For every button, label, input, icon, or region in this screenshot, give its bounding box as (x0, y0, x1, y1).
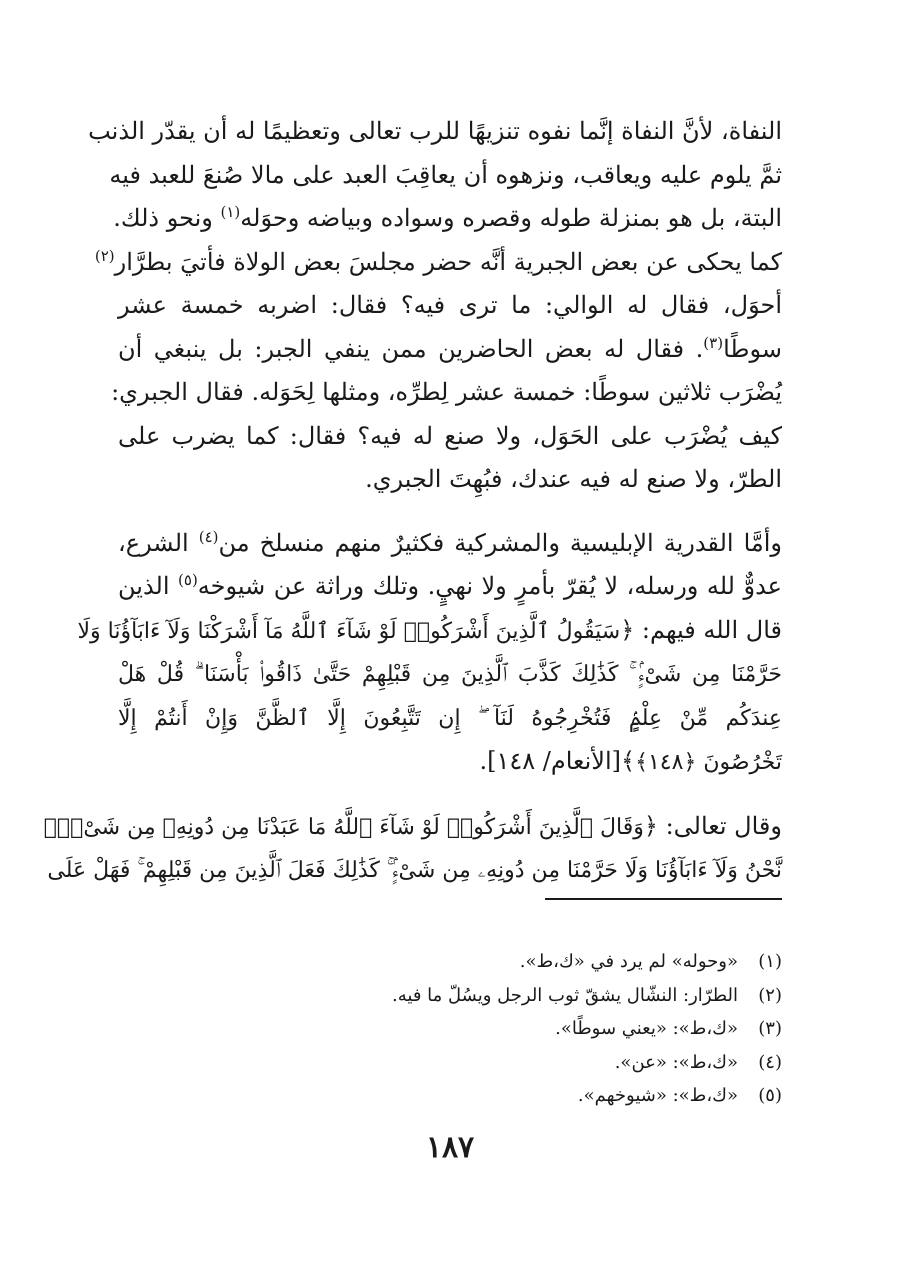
footnote-number: (٤) (758, 1051, 782, 1073)
footnote-marker-3[interactable]: (٣) (703, 333, 724, 352)
footnote-text: «ك،ط»: «يعني سوطًا». (555, 1018, 738, 1039)
text-segment: الشرع، (118, 528, 199, 557)
text-line (94, 241, 782, 285)
footnote-number: (١) (758, 951, 782, 972)
text-line: أحوَل، فقال له الوالي: ما ترى فيه؟ فقال: اضربه خمسة عشر (118, 291, 782, 319)
text-line (118, 740, 782, 785)
quran-citation: ﴾[الأنعام/ ١٤٨]. (479, 747, 636, 775)
quran-verse-line: حَرَّمْنَا مِن شَىْءٍۢ ۚ كَذَٰلِكَ كَذَّبَ ٱلَّذِينَ مِن قَبْلِهِمْ حَتَّىٰ ذَاقُوا۟ بَأْسَنَا ۗ قُلْ هَلْ (118, 662, 782, 687)
footnote-marker-5[interactable]: (٥) (178, 571, 198, 589)
text-segment: قال الله فيهم: ﴿ (620, 615, 782, 644)
text-segment: ونحو ذلك. (113, 204, 221, 232)
text-segment: وأمَّا القدرية الإبليسية والمشركية فكثيرٌ منهم منسلخ من (218, 528, 783, 557)
footnote-separator (545, 898, 782, 900)
footnote-item (182, 1012, 782, 1046)
footnote-text: الطرّار: النشّال يشقّ ثوب الرجل ويسُلّ ما فيه. (392, 984, 738, 1006)
text-line: النفاة، لأنَّ النفاة إنَّما نفوه تنزيهًا للرب تعالى وتعظيمًا له أن يقدّر الذنب (88, 117, 782, 145)
footnote-number: (٥) (758, 1085, 782, 1106)
footnote-number: (٣) (758, 1018, 782, 1039)
text-line: كيف يُضْرَب على الحَوَل، ولا صنع له فيه؟ فقال: كما يضرب على (118, 421, 782, 450)
quran-verse-text: سَيَقُولُ ٱلَّذِينَ أَشْرَكُوا۟ لَوْ شَآءَ ٱللَّهُ مَآ أَشْرَكْنَا وَلَآ ءَابَآؤُنَا وَلَا (77, 618, 621, 644)
text-line (43, 805, 782, 850)
text-segment: . فقال له بعض الحاضرين ممن ينفي الجبر: بل ينبغي أن (118, 334, 704, 363)
text-segment: عدوٌّ لله ورسله، لا يُقرّ بأمرٍ ولا نهيٍ. وتلك وراثة عن شيوخه (197, 572, 782, 600)
footnote-text: «ك،ط»: «شيوخهم». (577, 1085, 738, 1106)
paragraph-3 (43, 805, 782, 893)
main-text (43, 110, 783, 893)
footnotes-list (182, 945, 782, 1113)
footnote-text: «وحوله» لم يرد في «ك،ط». (519, 951, 738, 972)
footnote-item (182, 1046, 782, 1080)
text-line: الطرّ، ولا صنع له فيه عندك، فبُهِتَ الجبري. (365, 465, 782, 493)
text-segment: البتة، بل هو بمنزلة طوله وقصره وسواده وبياضه وحوَله (240, 204, 782, 232)
footnote-item (182, 945, 782, 979)
footnote-item (182, 979, 782, 1013)
paragraph-1 (88, 110, 782, 502)
text-line (118, 565, 782, 609)
text-segment: وقال تعالى: ﴿ (643, 811, 782, 840)
footnote-marker-4[interactable]: (٤) (198, 527, 219, 546)
text-line (77, 609, 782, 654)
footnote-marker-1[interactable]: (١) (220, 203, 241, 221)
text-line (118, 328, 782, 372)
footnote-text: «ك،ط»: «عن». (614, 1051, 738, 1073)
text-line: ثمَّ يلوم عليه ويعاقب، ونزهوه أن يعاقِبَ العبد على مالا صُنعَ للعبد فيه (109, 160, 782, 189)
quran-verse-line: عِندَكُم مِّنْ عِلْمٍۢ فَتُخْرِجُوهُ لَنَآ ۖ إِن تَتَّبِعُونَ إِلَّا ٱلظَّنَّ وَإِنْ أَنتُمْ إِلَّا (118, 705, 782, 731)
paragraph-2 (77, 522, 783, 785)
text-segment: سوطًا (723, 334, 782, 363)
text-segment: الذين (118, 572, 179, 600)
quran-verse-text: تَخْرُصُونَ ﴿١٤٨﴾ (635, 750, 782, 775)
text-segment: كما يحكى عن بعض الجبرية أنَّه حضر مجلسَ بعض الولاة فأتيَ بطرَّار (114, 247, 782, 276)
text-line (118, 522, 782, 566)
footnote-item (182, 1079, 782, 1113)
quran-verse-text: وَقَالَ ٱلَّذِينَ أَشْرَكُوا۟ لَوْ شَآءَ ٱللَّهُ مَا عَبَدْنَا مِن دُونِهِۦ مِن شَىْءٍۢ (43, 814, 644, 840)
text-line: يُضْرَب ثلاثين سوطًا: خمسة عشر لِطرِّه، ومثلها لِحَوَله. فقال الجبري: (111, 378, 782, 406)
quran-verse-line: نَّحْنُ وَلَآ ءَابَآؤُنَا وَلَا حَرَّمْنَا مِن دُونِهِۦ مِن شَىْءٍۢ ۚ كَذَٰلِكَ فَعَلَ ٱلَّذِينَ مِن قَبْلِهِمْ ۚ فَهَلْ عَلَى (47, 858, 782, 883)
footnote-marker-2[interactable]: (٢) (94, 246, 115, 265)
page-number: ١٨٧ (425, 1130, 475, 1165)
text-line (113, 197, 782, 241)
footnote-number: (٢) (758, 984, 782, 1006)
